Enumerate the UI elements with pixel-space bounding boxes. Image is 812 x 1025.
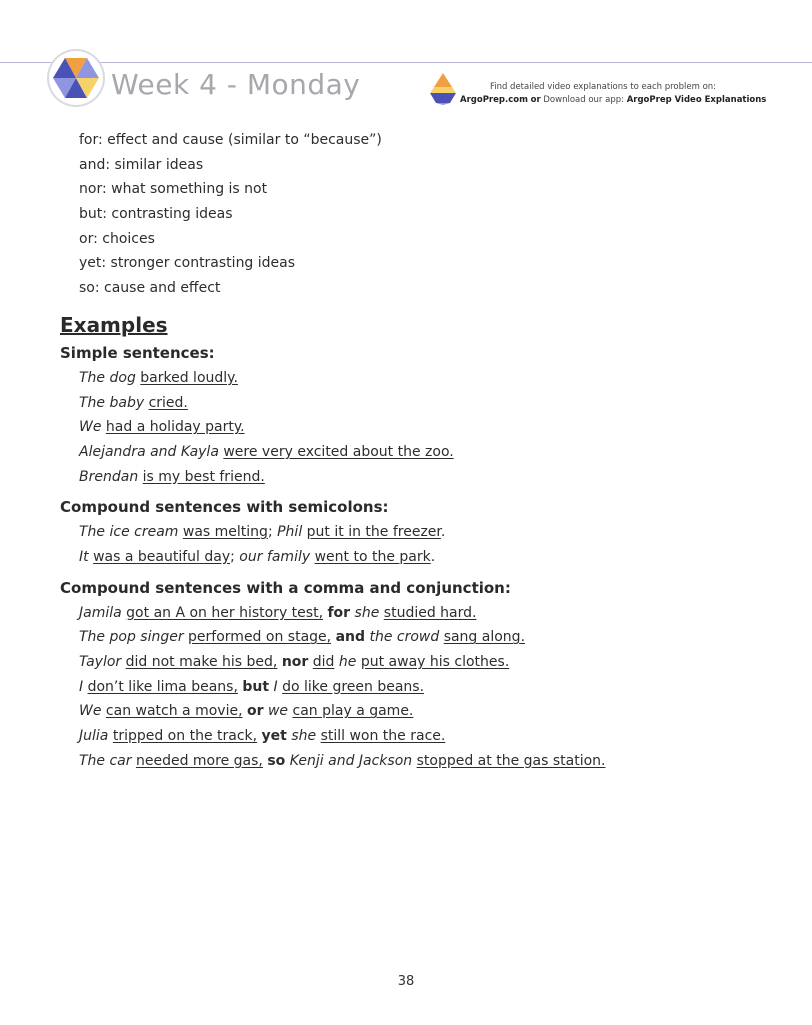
conjunction: but — [242, 678, 270, 695]
header-rule — [0, 62, 812, 63]
example-sentence — [60, 650, 780, 675]
simple-sentences-list — [60, 366, 780, 489]
sentence-predicate: went to the park — [314, 548, 431, 565]
example-sentence — [60, 699, 780, 724]
promo-download: Download our app: — [543, 95, 624, 105]
sentence-subject: our family — [239, 548, 311, 565]
sentence-subject: Alejandra and Kayla — [79, 443, 219, 460]
conjunction-list — [60, 128, 780, 301]
video-promo — [460, 81, 767, 107]
semicolon: ; — [267, 524, 273, 541]
example-sentence — [60, 415, 780, 440]
sentence-subject: We — [79, 703, 102, 720]
sentence-predicate: cried. — [148, 394, 188, 411]
sentence-predicate: needed more gas, — [135, 752, 263, 769]
example-sentence — [60, 545, 780, 570]
simple-sentences-heading: Simple sentences: — [60, 343, 215, 362]
sentence-predicate: performed on stage, — [188, 629, 332, 646]
sentence-subject: we — [267, 703, 289, 720]
promo-app-name: ArgoPrep Video Explanations — [626, 95, 767, 105]
sentence-subject: Julia — [79, 728, 109, 745]
sentence-predicate: were very excited about the zoo. — [223, 443, 454, 460]
argoprep-logo — [49, 51, 103, 105]
sentence-subject: he — [338, 654, 357, 670]
sentence-subject: she — [291, 728, 317, 745]
conjunction-definition: nor: what something is not — [79, 181, 268, 198]
comma-conjunction-sentences-list — [60, 601, 780, 774]
conjunction: so — [267, 752, 286, 769]
sentence-predicate: tripped on the track, — [112, 728, 258, 745]
examples-heading: Examples — [60, 312, 168, 337]
sentence-subject: We — [79, 419, 102, 436]
sentence-subject: The dog — [79, 369, 136, 386]
example-sentence — [60, 625, 780, 650]
sentence-subject: The pop singer — [79, 629, 184, 646]
promo-or: or — [530, 95, 541, 105]
sentence-predicate: don’t like lima beans, — [87, 678, 238, 695]
sentence-subject: Phil — [277, 524, 303, 541]
promo-line-2 — [460, 94, 767, 107]
page-title: Week 4 - Monday — [111, 68, 361, 101]
sentence-subject: she — [354, 604, 380, 621]
conjunction-definition: for: effect and cause (similar to “because”) — [79, 132, 382, 148]
hexagon-logo-icon — [53, 58, 99, 98]
sentence-predicate: sang along. — [443, 629, 526, 646]
sentence-predicate: did — [312, 654, 335, 670]
sentence-predicate: was melting — [182, 524, 268, 541]
promo-site-link[interactable]: ArgoPrep.com — [460, 95, 528, 105]
sentence-subject: It — [79, 548, 89, 565]
example-sentence — [60, 724, 780, 749]
page-number: 38 — [397, 974, 415, 989]
promo-line-1: Find detailed video explanations to each problem on: — [489, 82, 717, 92]
conjunction-definition: so: cause and effect — [79, 280, 221, 297]
example-sentence — [60, 366, 780, 391]
sentence-subject: The car — [79, 752, 132, 769]
comma-conjunction-sentences-heading: Compound sentences with a comma and conjunction: — [60, 578, 511, 597]
example-sentence — [60, 391, 780, 416]
sentence-predicate: stopped at the gas station. — [416, 752, 606, 769]
sentence-subject: Kenji and Jackson — [289, 752, 413, 769]
period: . — [430, 548, 436, 565]
period: . — [440, 524, 446, 541]
sentence-subject: Taylor — [79, 654, 122, 670]
sentence-predicate: is my best friend. — [142, 468, 265, 485]
sentence-predicate: barked loudly. — [140, 369, 238, 386]
sentence-subject: I — [79, 678, 84, 695]
semicolon: ; — [230, 548, 235, 565]
sentence-subject: Brendan — [79, 468, 139, 485]
sentence-predicate: can play a game. — [292, 703, 414, 720]
sentence-subject: The baby — [79, 394, 145, 411]
sentence-predicate: studied hard. — [383, 604, 477, 621]
sentence-predicate: put it in the freezer — [306, 524, 441, 541]
sentence-subject: Jamila — [79, 604, 122, 621]
conjunction-definition: or: choices — [79, 230, 155, 247]
conjunction-definition: but: contrasting ideas — [79, 206, 233, 223]
example-sentence — [60, 520, 780, 545]
conjunction: for — [327, 604, 351, 621]
example-sentence — [60, 440, 780, 465]
video-explanation-icon — [430, 73, 456, 105]
sentence-subject: The ice cream — [79, 524, 179, 541]
conjunction-definition: and: similar ideas — [79, 156, 204, 173]
sentence-predicate: was a beautiful day — [93, 548, 231, 565]
sentence-subject: the crowd — [369, 629, 440, 646]
conjunction: and — [335, 629, 365, 646]
example-sentence — [60, 465, 780, 490]
example-sentence — [60, 749, 780, 774]
sentence-predicate: got an A on her history test, — [126, 604, 324, 621]
sentence-subject: I — [273, 678, 278, 695]
semicolon-sentences-list — [60, 520, 780, 569]
sentence-predicate: did not make his bed, — [125, 654, 278, 670]
semicolon-sentences-heading: Compound sentences with semicolons: — [60, 498, 389, 517]
sentence-predicate: had a holiday party. — [105, 419, 245, 436]
conjunction-definition: yet: stronger contrasting ideas — [79, 255, 296, 272]
page-content — [60, 128, 780, 773]
sentence-predicate: do like green beans. — [282, 678, 425, 695]
conjunction: nor — [281, 654, 309, 670]
example-sentence — [60, 675, 780, 700]
conjunction: yet — [261, 728, 287, 745]
sentence-predicate: can watch a movie, — [105, 703, 243, 720]
conjunction: or — [246, 703, 264, 720]
sentence-predicate: put away his clothes. — [360, 654, 510, 670]
example-sentence — [60, 601, 780, 626]
sentence-predicate: still won the race. — [320, 728, 446, 745]
